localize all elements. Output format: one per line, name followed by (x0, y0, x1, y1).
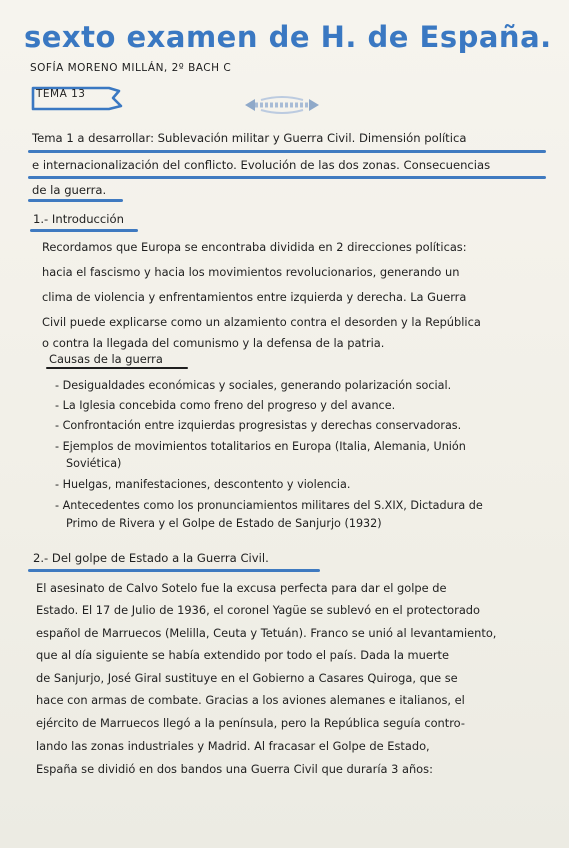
section-2-paragraph-line: que al día siguiente se había extendido por todo el país. Dada la muerte (36, 648, 450, 662)
section-2-paragraph-line: español de Marruecos (Melilla, Ceuta y Tetuán). Franco se unió al levantamiento, (36, 626, 497, 640)
section-1-paragraph-line: hacia el fascismo y hacia los movimientos revolucionarios, generando un (42, 265, 460, 279)
section-1-paragraph-line: Civil puede explicarse como un alzamiento contra el desorden y la República (42, 315, 481, 329)
tema-label: TEMA 13 (36, 88, 86, 100)
section-1-underline (30, 229, 138, 232)
page-title: sexto examen de H. de España. (24, 20, 552, 54)
topic-underline-3 (28, 199, 123, 202)
cause-item: - Desigualdades económicas y sociales, generando polarización social. (55, 379, 452, 392)
cause-item: - La Iglesia concebida como freno del progreso y del avance. (55, 399, 396, 412)
tema-label-box (31, 85, 121, 111)
causes-heading: Causas de la guerra (49, 352, 163, 366)
section-2-paragraph-line: de Sanjurjo, José Giral sustituye en el Gobierno a Casares Quiroga, que se (36, 671, 458, 685)
section-2-paragraph-line: hace con armas de combate. Gracias a los aviones alemanes e italianos, el (36, 693, 465, 707)
section-2-paragraph-line: El asesinato de Calvo Sotelo fue la excusa perfecta para dar el golpe de (36, 581, 447, 595)
cause-item-continuation: Soviética) (66, 457, 122, 470)
section-1-paragraph-line: clima de violencia y enfrentamientos entre izquierda y derecha. La Guerra (42, 290, 467, 304)
section-2-paragraph-line: ejército de Marruecos llegó a la península, pero la República seguía contro- (36, 716, 465, 730)
decorative-arrow-ornament-icon (241, 93, 323, 117)
section-2-paragraph-line: lando las zonas industriales y Madrid. Al fracasar el Golpe de Estado, (36, 739, 430, 753)
topic-line-1: Tema 1 a desarrollar: Sublevación militar y Guerra Civil. Dimensión política (32, 131, 467, 145)
causes-heading-underline (46, 367, 188, 369)
author-line: SOFÍA MORENO MILLÁN, 2º BACH C (30, 62, 232, 74)
section-1-heading: 1.- Introducción (33, 212, 124, 226)
topic-underline-2 (28, 176, 546, 179)
section-2-underline (28, 569, 320, 572)
cause-item: - Confrontación entre izquierdas progresistas y derechas conservadoras. (55, 419, 462, 432)
section-1-paragraph-line: Recordamos que Europa se encontraba dividida en 2 direcciones políticas: (42, 240, 467, 254)
cause-item: - Huelgas, manifestaciones, descontento y violencia. (55, 478, 351, 491)
cause-item: - Ejemplos de movimientos totalitarios en Europa (Italia, Alemania, Unión (55, 440, 466, 453)
section-1-paragraph-line: o contra la llegada del comunismo y la defensa de la patria. (42, 336, 385, 350)
section-2-paragraph-line: Estado. El 17 de Julio de 1936, el coronel Yagüe se sublevó en el protectorado (36, 603, 481, 617)
cause-item-continuation: Primo de Rivera y el Golpe de Estado de Sanjurjo (1932) (66, 517, 382, 530)
topic-line-2: e internacionalización del conflicto. Evolución de las dos zonas. Consecuencias (32, 158, 491, 172)
topic-line-3: de la guerra. (32, 183, 107, 197)
topic-underline-1 (28, 150, 546, 153)
section-2-heading: 2.- Del golpe de Estado a la Guerra Civil. (33, 551, 269, 565)
cause-item: - Antecedentes como los pronunciamientos militares del S.XIX, Dictadura de (55, 499, 483, 512)
section-2-paragraph-line: España se dividió en dos bandos una Guerra Civil que duraría 3 años: (36, 762, 433, 776)
